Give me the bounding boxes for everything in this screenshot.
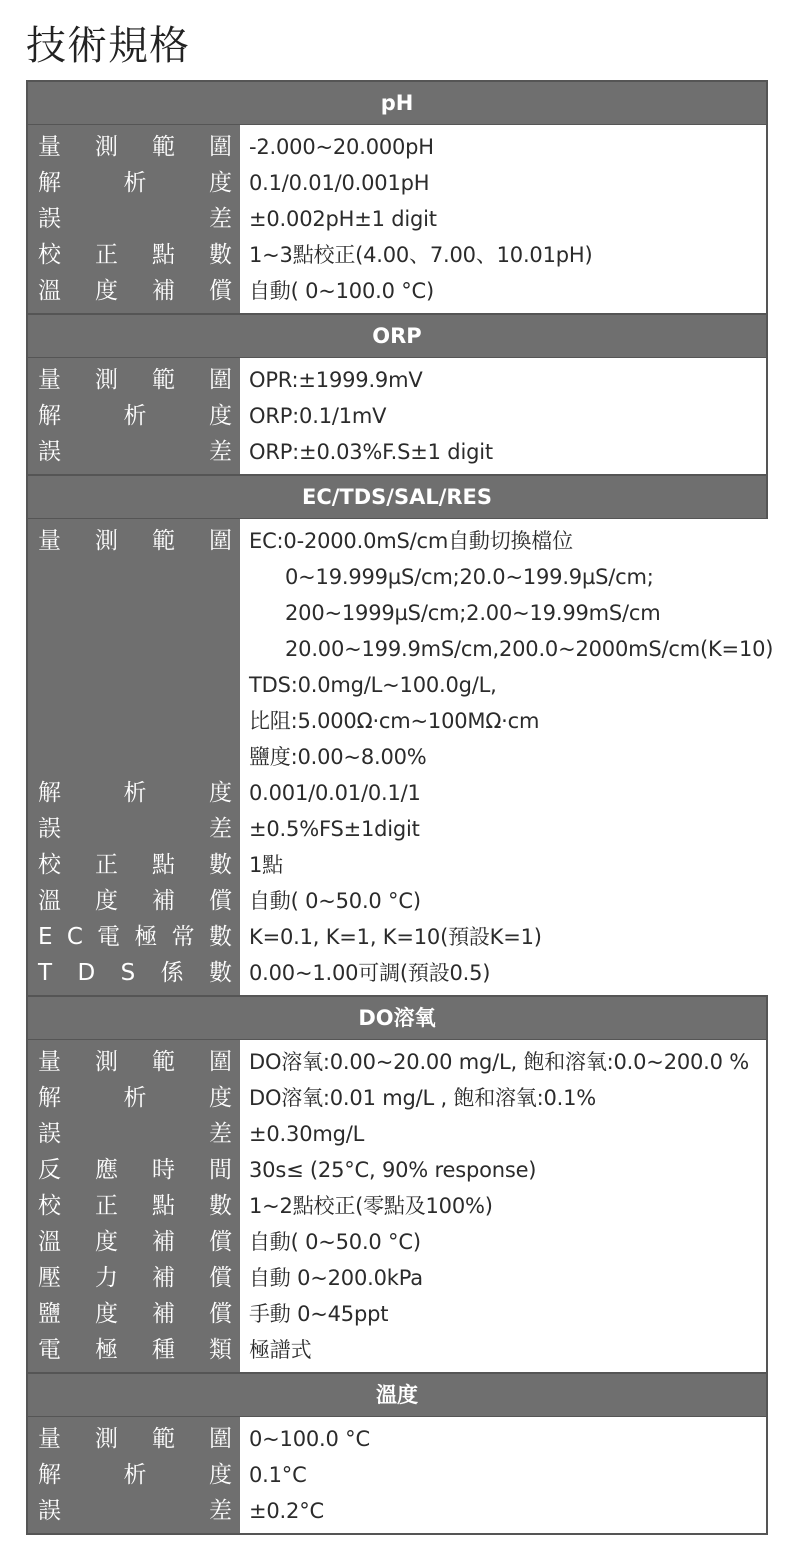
spec-label-spacer xyxy=(28,595,240,631)
spec-label: T D S 係 數 xyxy=(38,960,232,986)
spec-label: 溫 度 補 償 xyxy=(38,1229,232,1255)
spec-value: K=0.1, K=1, K=10(預設K=1) xyxy=(249,925,542,949)
spec-value: ±0.2°C xyxy=(249,1499,324,1523)
spec-label-spacer xyxy=(28,559,240,595)
spec-value: 0~19.999µS/cm;20.0~199.9µS/cm; xyxy=(285,565,654,589)
section-body xyxy=(28,1039,766,1372)
section-header: pH xyxy=(28,80,766,124)
spec-label: 誤 差 xyxy=(38,816,232,842)
value-column xyxy=(240,125,766,313)
spec-value: 自動( 0~100.0 °C) xyxy=(249,279,434,303)
spec-label-spacer xyxy=(28,739,240,775)
spec-label: 誤 差 xyxy=(38,1498,232,1524)
spec-label: 校 正 點 數 xyxy=(38,1193,232,1219)
spec-value: 1點 xyxy=(249,853,283,877)
spec-label: E C 電 極 常 數 xyxy=(38,924,232,950)
spec-label-spacer xyxy=(28,703,240,739)
spec-label: 壓 力 補 償 xyxy=(38,1265,232,1291)
spec-value: 30s≤ (25°C, 90% response) xyxy=(249,1158,537,1182)
value-column xyxy=(240,1417,766,1533)
spec-value: 極譜式 xyxy=(249,1338,312,1362)
spec-label: 校 正 點 數 xyxy=(38,852,232,878)
spec-label: 鹽 度 補 償 xyxy=(38,1301,232,1327)
spec-value: 0.1°C xyxy=(249,1463,307,1487)
spec-value: 0.00~1.00可調(預設0.5) xyxy=(249,961,491,985)
section-body xyxy=(28,518,774,995)
label-column xyxy=(28,358,240,474)
spec-label-spacer xyxy=(28,631,240,667)
spec-label: 解 析 度 xyxy=(38,403,232,429)
label-column xyxy=(28,1040,240,1372)
spec-value: 手動 0~45ppt xyxy=(249,1302,389,1326)
section-header: 溫度 xyxy=(28,1372,766,1416)
spec-value: ±0.30mg/L xyxy=(249,1122,365,1146)
spec-label: 溫 度 補 償 xyxy=(38,888,232,914)
section-body xyxy=(28,1416,766,1533)
spec-value: 鹽度:0.00~8.00% xyxy=(249,745,427,769)
spec-value: 0~100.0 °C xyxy=(249,1427,370,1451)
spec-value: 1~3點校正(4.00、7.00、10.01pH) xyxy=(249,243,593,267)
spec-value: -2.000~20.000pH xyxy=(249,135,434,159)
label-column xyxy=(28,519,240,995)
spec-label: 溫 度 補 償 xyxy=(38,278,232,304)
section-body xyxy=(28,357,766,474)
spec-value: ±0.5%FS±1digit xyxy=(249,817,420,841)
spec-label: 誤 差 xyxy=(38,1121,232,1147)
spec-value: 自動( 0~50.0 °C) xyxy=(249,1230,421,1254)
section-body xyxy=(28,124,766,313)
spec-value: 自動 0~200.0kPa xyxy=(249,1266,423,1290)
spec-label: 解 析 度 xyxy=(38,170,232,196)
value-column xyxy=(240,1040,766,1372)
spec-label: 量 測 範 圍 xyxy=(38,1426,232,1452)
spec-label: 量 測 範 圍 xyxy=(38,1049,232,1075)
spec-value: OPR:±1999.9mV xyxy=(249,368,423,392)
spec-value: EC:0-2000.0mS/cm自動切換檔位 xyxy=(249,529,573,553)
spec-value: 1~2點校正(零點及100%) xyxy=(249,1194,493,1218)
spec-value: 200~1999µS/cm;2.00~19.99mS/cm xyxy=(285,601,661,625)
section-header: DO溶氧 xyxy=(28,995,766,1039)
spec-table xyxy=(26,80,774,1535)
spec-value: TDS:0.0mg/L~100.0g/L, xyxy=(249,673,497,697)
spec-value: 比阻:5.000Ω·cm~100MΩ·cm xyxy=(249,709,540,733)
spec-label: 反 應 時 間 xyxy=(38,1157,232,1183)
spec-label: 量 測 範 圍 xyxy=(38,367,232,393)
spec-label: 量 測 範 圍 xyxy=(38,528,232,554)
spec-label-spacer xyxy=(28,667,240,703)
spec-label: 誤 差 xyxy=(38,439,232,465)
spec-value: DO溶氧:0.01 mg/L , 飽和溶氧:0.1% xyxy=(249,1086,597,1110)
value-column xyxy=(240,358,766,474)
spec-label: 校 正 點 數 xyxy=(38,242,232,268)
label-column xyxy=(28,1417,240,1533)
spec-label: 電 極 種 類 xyxy=(38,1337,232,1363)
spec-value: 0.001/0.01/0.1/1 xyxy=(249,781,421,805)
section-header: ORP xyxy=(28,313,766,357)
spec-label: 解 析 度 xyxy=(38,780,232,806)
spec-value: ORP:0.1/1mV xyxy=(249,404,387,428)
spec-label: 誤 差 xyxy=(38,206,232,232)
spec-value: ±0.002pH±1 digit xyxy=(249,207,437,231)
spec-value: 20.00~199.9mS/cm,200.0~2000mS/cm(K=10) xyxy=(285,637,774,661)
spec-value: ORP:±0.03%F.S±1 digit xyxy=(249,440,493,464)
spec-label: 量 測 範 圍 xyxy=(38,134,232,160)
label-column xyxy=(28,125,240,313)
spec-value: DO溶氧:0.00~20.00 mg/L, 飽和溶氧:0.0~200.0 % xyxy=(249,1050,750,1074)
page-title: 技術規格 xyxy=(26,23,190,69)
spec-value: 0.1/0.01/0.001pH xyxy=(249,171,430,195)
spec-value: 自動( 0~50.0 °C) xyxy=(249,889,421,913)
section-header: EC/TDS/SAL/RES xyxy=(28,474,766,518)
spec-label: 解 析 度 xyxy=(38,1462,232,1488)
value-column xyxy=(240,519,773,995)
spec-label: 解 析 度 xyxy=(38,1085,232,1111)
